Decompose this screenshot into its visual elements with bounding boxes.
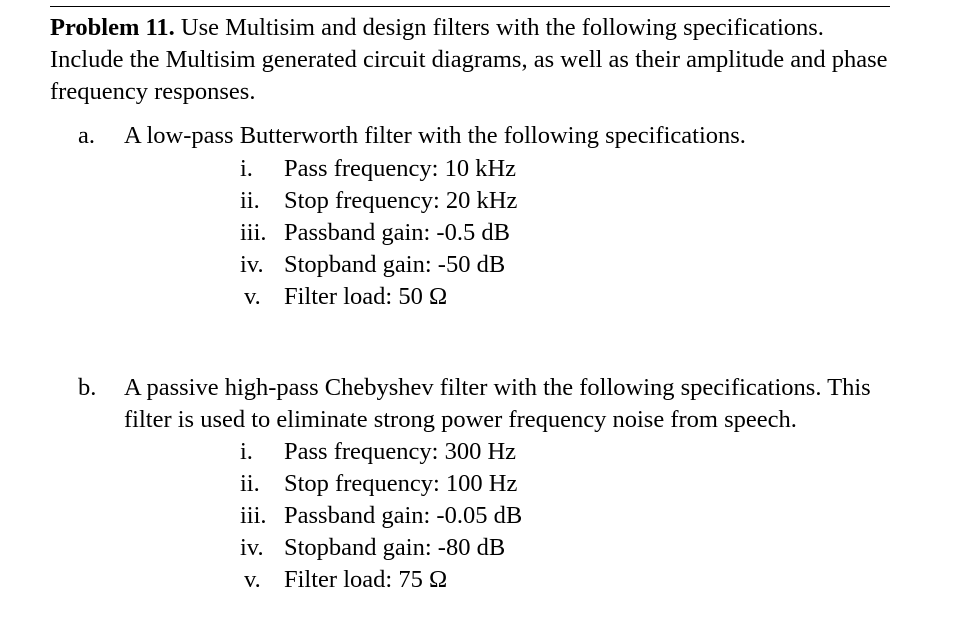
spec-number: iv.: [240, 534, 264, 561]
problem-line-1: [50, 12, 900, 44]
problem-text: Use Multisim and design filters with the following specifications.: [174, 14, 824, 41]
spec-number: ii.: [240, 470, 260, 497]
spec-number: iv.: [240, 251, 264, 278]
spec-text: Pass frequency: 300 Hz: [284, 438, 517, 465]
spec-text: Passband gain: -0.5 dB: [284, 219, 510, 246]
spec-number: iii.: [240, 502, 267, 529]
spec-number: iii.: [240, 219, 267, 246]
part-b-description-line-2: filter is used to eliminate strong power frequency noise from speech.: [124, 406, 797, 433]
spec-number: ii.: [240, 187, 260, 214]
top-rule: [50, 6, 890, 7]
spec-number: i.: [240, 155, 253, 182]
part-a-letter: a.: [78, 122, 95, 149]
part-b-description-line-1: A passive high-pass Chebyshev filter with the following specifications. This: [124, 374, 871, 401]
spec-text: Stopband gain: -50 dB: [284, 251, 506, 278]
problem-label: Problem 11.: [50, 14, 175, 41]
spec-number: v.: [244, 283, 261, 310]
spec-text: Pass frequency: 10 kHz: [284, 155, 517, 182]
spec-text: Filter load: 75 Ω: [284, 566, 448, 593]
spec-text: Filter load: 50 Ω: [284, 283, 448, 310]
spec-text: Stopband gain: -80 dB: [284, 534, 506, 561]
spec-text: Stop frequency: 100 Hz: [284, 470, 518, 497]
spec-text: Stop frequency: 20 kHz: [284, 187, 518, 214]
problem-line-2: Include the Multisim generated circuit diagrams, as well as their amplitude and phase: [50, 46, 888, 73]
part-a-description: A low-pass Butterworth filter with the following specifications.: [124, 122, 746, 149]
spec-text: Passband gain: -0.05 dB: [284, 502, 523, 529]
problem-statement: [50, 12, 900, 108]
problem-line-3: frequency responses.: [50, 78, 256, 105]
spec-number: v.: [244, 566, 261, 593]
part-b-letter: b.: [78, 374, 97, 401]
spec-number: i.: [240, 438, 253, 465]
